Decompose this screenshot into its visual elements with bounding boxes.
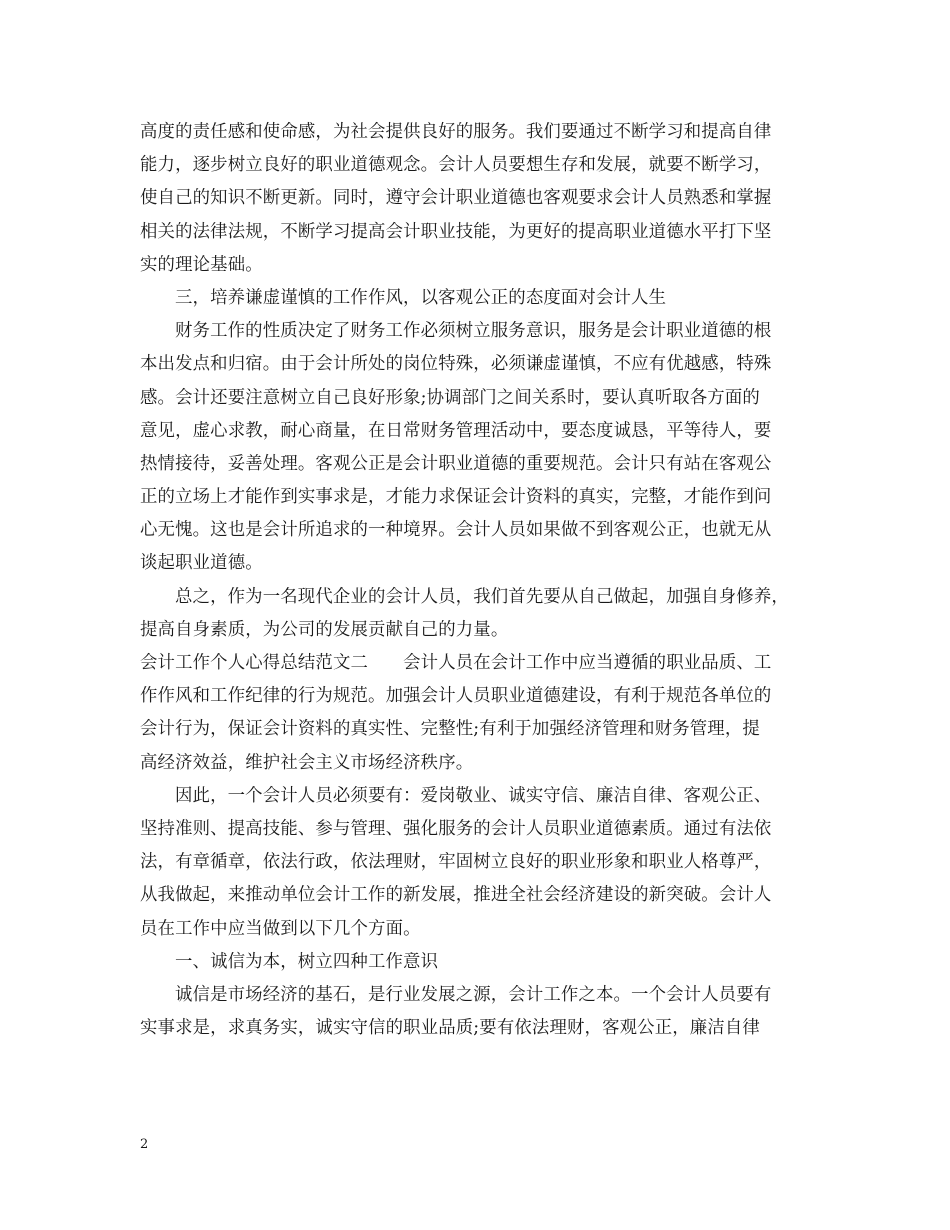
text-line: 因此，一个会计人员必须要有：爱岗敬业、诚实守信、廉洁自律、客观公正、 bbox=[175, 785, 772, 806]
text-line: 本出发点和归宿。由于会计所处的岗位特殊，必须谦虚谨慎，不应有优越感，特殊 bbox=[140, 354, 772, 375]
text-line: 能力，逐步树立良好的职业道德观念。会计人员要想生存和发展，就要不断学习， bbox=[140, 155, 772, 176]
text-line: 员在工作中应当做到以下几个方面。 bbox=[140, 918, 421, 939]
text-line: 心无愧。这也是会计所追求的一种境界。会计人员如果做不到客观公正，也就无从 bbox=[140, 520, 772, 541]
text-line: 法，有章循章，依法行政，依法理财，牢固树立良好的职业形象和职业人格尊严， bbox=[140, 852, 772, 873]
text-line: 正的立场上才能作到实事求是，才能力求保证会计资料的真实，完整，才能作到问 bbox=[140, 487, 772, 508]
text-line: 财务工作的性质决定了财务工作必须树立服务意识，服务是会计职业道德的根 bbox=[175, 321, 772, 342]
text-line: 实事求是，求真务实，诚实守信的职业品质;要有依法理财，客观公正，廉洁自律 bbox=[140, 1018, 760, 1039]
section-heading: 三，培养谦虚谨慎的工作作风，以客观公正的态度面对会计人生 bbox=[175, 287, 667, 308]
text-line: 意见，虚心求教，耐心商量，在日常财务管理活动中，要态度诚恳，平等待人，要 bbox=[140, 420, 772, 441]
text-line: 高经济效益，维护社会主义市场经济秩序。 bbox=[140, 752, 474, 773]
page-number: 2 bbox=[140, 1137, 149, 1152]
section-heading: 一、诚信为本，树立四种工作意识 bbox=[175, 951, 439, 972]
text-line: 会计行为，保证会计资料的真实性、完整性;有利于加强经济管理和财务管理，提 bbox=[140, 719, 760, 740]
text-line: 提高自身素质，为公司的发展贡献自己的力量。 bbox=[140, 619, 509, 640]
text-line: 高度的责任感和使命感，为社会提供良好的服务。我们要通过不断学习和提高自律 bbox=[140, 122, 772, 142]
document-body bbox=[140, 116, 820, 1045]
text-line: 谈起职业道德。 bbox=[140, 553, 263, 574]
text-line: 坚持准则、提高技能、参与管理、强化服务的会计人员职业道德素质。通过有法依 bbox=[140, 818, 772, 839]
text-line: 从我做起，来推动单位会计工作的新发展，推进全社会经济建设的新突破。会计人 bbox=[140, 885, 772, 906]
article-title-line: 会计工作个人心得总结范文二 会计人员在会计工作中应当遵循的职业品质、工 bbox=[140, 653, 772, 673]
text-line: 总之，作为一名现代企业的会计人员，我们首先要从自己做起，加强自身修养， bbox=[175, 586, 789, 607]
text-line: 热情接待，妥善处理。客观公正是会计职业道德的重要规范。会计只有站在客观公 bbox=[140, 453, 772, 474]
text-line: 实的理论基础。 bbox=[140, 254, 263, 275]
text-line: 相关的法律法规，不断学习提高会计职业技能，为更好的提高职业道德水平打下坚 bbox=[140, 221, 772, 242]
text-line: 使自己的知识不断更新。同时，遵守会计职业道德也客观要求会计人员熟悉和掌握 bbox=[140, 188, 772, 209]
text-line: 诚信是市场经济的基石，是行业发展之源，会计工作之本。一个会计人员要有 bbox=[175, 984, 772, 1005]
text-line: 感。会计还要注意树立自己良好形象;协调部门之间关系时，要认真听取各方面的 bbox=[140, 387, 760, 408]
text-line: 作作风和工作纪律的行为规范。加强会计人员职业道德建设，有利于规范各单位的 bbox=[140, 686, 772, 707]
